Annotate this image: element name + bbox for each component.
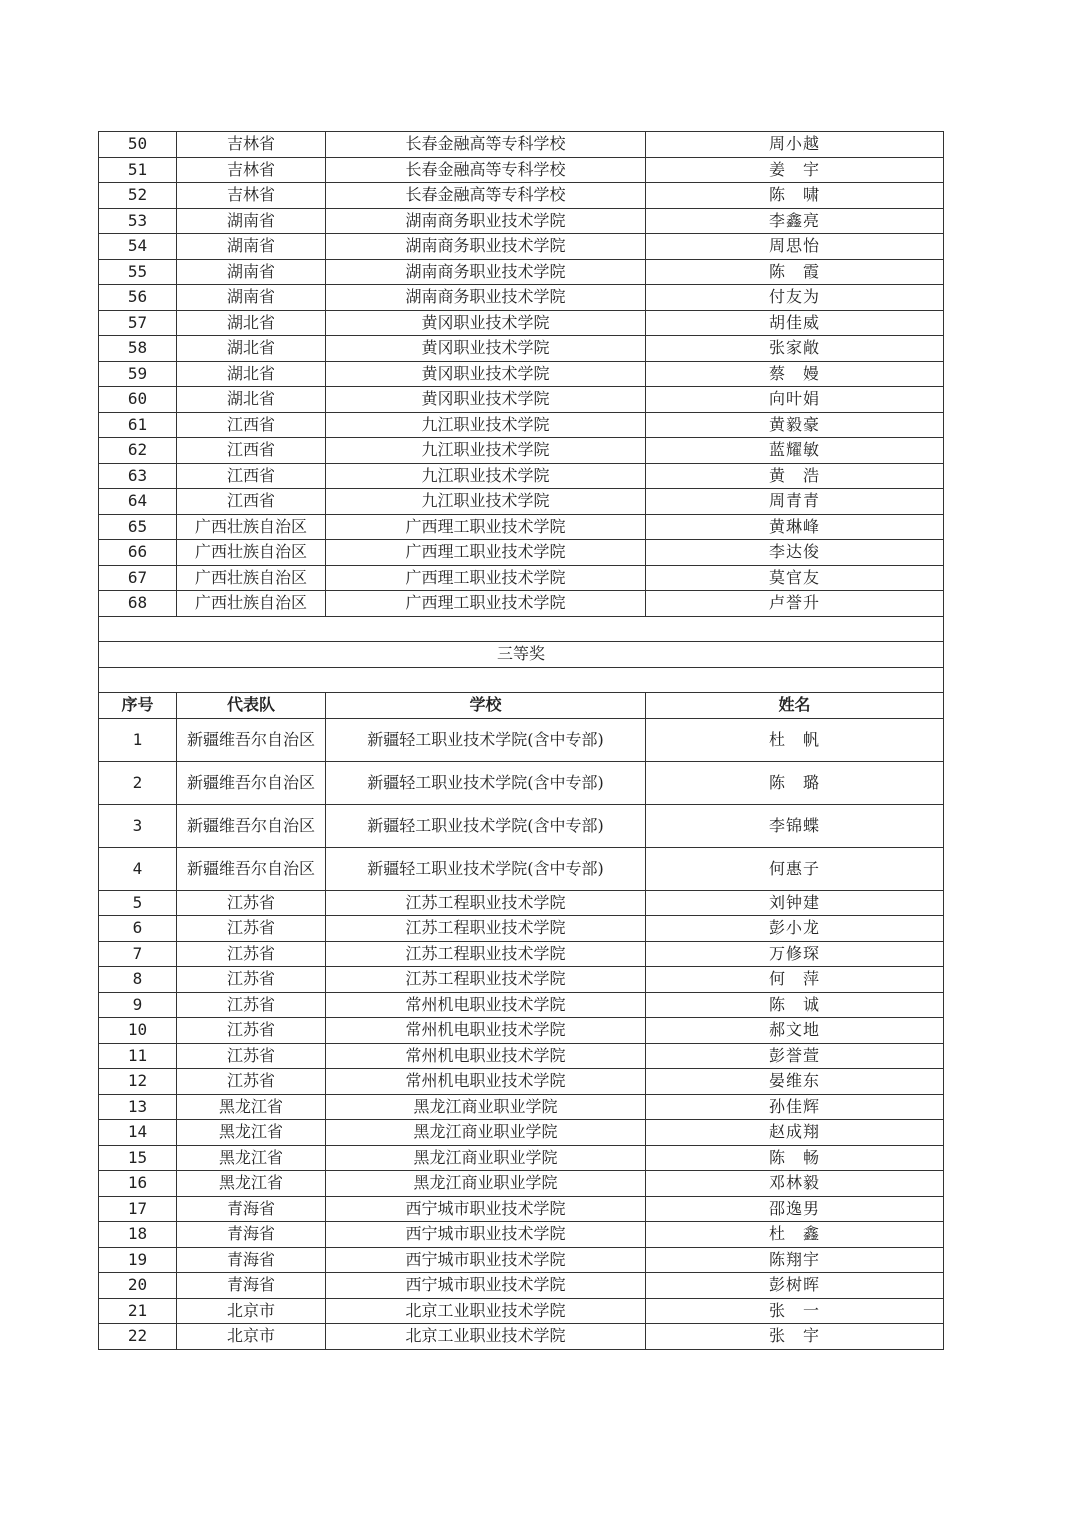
cell-index: 19 [99,1247,177,1273]
cell-team: 青海省 [177,1247,326,1273]
cell-team: 青海省 [177,1196,326,1222]
table-row [99,967,944,993]
table-row [99,412,944,438]
cell-team: 江苏省 [177,967,326,993]
cell-index: 51 [99,157,177,183]
table-row [99,1222,944,1248]
cell-team: 湖南省 [177,259,326,285]
cell-school: 广西理工职业技术学院 [326,565,646,591]
cell-index: 56 [99,285,177,311]
table-row [99,285,944,311]
cell-school: 北京工业职业技术学院 [326,1298,646,1324]
cell-index: 9 [99,992,177,1018]
cell-team: 黑龙江省 [177,1094,326,1120]
cell-index: 6 [99,916,177,942]
table-row [99,157,944,183]
cell-name: 李达俊 [646,540,944,566]
cell-name: 黄毅豪 [646,412,944,438]
cell-index: 18 [99,1222,177,1248]
cell-team: 青海省 [177,1222,326,1248]
header-name: 姓名 [646,693,944,719]
cell-index: 13 [99,1094,177,1120]
cell-name: 李锦蝶 [646,804,944,847]
table-row [99,591,944,617]
table-row [99,761,944,804]
cell-school: 江苏工程职业技术学院 [326,941,646,967]
cell-name: 孙佳辉 [646,1094,944,1120]
cell-index: 66 [99,540,177,566]
table-row [99,132,944,158]
cell-index: 61 [99,412,177,438]
cell-name: 张 一 [646,1298,944,1324]
table-row [99,310,944,336]
cell-name: 彭小龙 [646,916,944,942]
cell-name: 何 萍 [646,967,944,993]
cell-index: 15 [99,1145,177,1171]
cell-index: 21 [99,1298,177,1324]
cell-name: 胡佳威 [646,310,944,336]
cell-school: 江苏工程职业技术学院 [326,916,646,942]
cell-team: 新疆维吾尔自治区 [177,847,326,890]
cell-school: 黑龙江商业职业学院 [326,1120,646,1146]
cell-school: 常州机电职业技术学院 [326,1069,646,1095]
table-row [99,208,944,234]
cell-school: 黄冈职业技术学院 [326,310,646,336]
cell-school: 西宁城市职业技术学院 [326,1222,646,1248]
cell-name: 刘钟建 [646,890,944,916]
cell-index: 63 [99,463,177,489]
cell-school: 常州机电职业技术学院 [326,1043,646,1069]
cell-school: 北京工业职业技术学院 [326,1324,646,1350]
cell-school: 九江职业技术学院 [326,412,646,438]
cell-index: 59 [99,361,177,387]
table-row [99,489,944,515]
cell-index: 12 [99,1069,177,1095]
cell-index: 62 [99,438,177,464]
cell-team: 湖北省 [177,310,326,336]
cell-school: 黑龙江商业职业学院 [326,1094,646,1120]
header-team: 代表队 [177,693,326,719]
table-row [99,718,944,761]
cell-index: 16 [99,1171,177,1197]
cell-name: 郝文地 [646,1018,944,1044]
table-row [99,1018,944,1044]
cell-school: 广西理工职业技术学院 [326,540,646,566]
table-row [99,1069,944,1095]
cell-team: 江苏省 [177,1043,326,1069]
cell-team: 新疆维吾尔自治区 [177,718,326,761]
table-row [99,1324,944,1350]
cell-team: 江西省 [177,463,326,489]
cell-index: 5 [99,890,177,916]
cell-school: 广西理工职业技术学院 [326,591,646,617]
cell-team: 新疆维吾尔自治区 [177,804,326,847]
table-row [99,1273,944,1299]
cell-team: 广西壮族自治区 [177,591,326,617]
table-row [99,941,944,967]
table-row [99,1145,944,1171]
cell-name: 黄 浩 [646,463,944,489]
cell-name: 姜 宇 [646,157,944,183]
cell-team: 江苏省 [177,890,326,916]
cell-school: 西宁城市职业技术学院 [326,1247,646,1273]
table-row [99,1120,944,1146]
table-row [99,259,944,285]
cell-team: 新疆维吾尔自治区 [177,761,326,804]
cell-name: 陈 诚 [646,992,944,1018]
cell-school: 九江职业技术学院 [326,489,646,515]
cell-index: 22 [99,1324,177,1350]
cell-school: 黑龙江商业职业学院 [326,1145,646,1171]
cell-name: 彭树晖 [646,1273,944,1299]
cell-name: 莫官友 [646,565,944,591]
cell-index: 57 [99,310,177,336]
cell-name: 晏维东 [646,1069,944,1095]
cell-index: 67 [99,565,177,591]
cell-index: 60 [99,387,177,413]
table-row [99,1247,944,1273]
table-row [99,438,944,464]
cell-index: 17 [99,1196,177,1222]
table-row [99,234,944,260]
header-school: 学校 [326,693,646,719]
third-prize-rows [99,718,944,1349]
cell-team: 广西壮族自治区 [177,514,326,540]
cell-index: 52 [99,183,177,209]
cell-index: 2 [99,761,177,804]
cell-school: 新疆轻工职业技术学院(含中专部) [326,718,646,761]
award-table [98,131,944,1350]
table-row [99,992,944,1018]
table-row [99,804,944,847]
cell-school: 长春金融高等专科学校 [326,183,646,209]
cell-team: 吉林省 [177,157,326,183]
cell-school: 江苏工程职业技术学院 [326,890,646,916]
cell-school: 黄冈职业技术学院 [326,387,646,413]
table-row [99,361,944,387]
previous-prize-rows [99,132,944,617]
cell-name: 赵成翔 [646,1120,944,1146]
cell-school: 湖南商务职业技术学院 [326,208,646,234]
cell-team: 黑龙江省 [177,1171,326,1197]
cell-school: 九江职业技术学院 [326,438,646,464]
cell-school: 新疆轻工职业技术学院(含中专部) [326,847,646,890]
table-row [99,1298,944,1324]
cell-school: 湖南商务职业技术学院 [326,234,646,260]
blank-row [99,616,944,642]
cell-team: 江苏省 [177,992,326,1018]
cell-name: 陈 璐 [646,761,944,804]
cell-index: 1 [99,718,177,761]
cell-team: 江西省 [177,489,326,515]
cell-team: 湖北省 [177,336,326,362]
cell-school: 西宁城市职业技术学院 [326,1196,646,1222]
table-row [99,1171,944,1197]
cell-name: 黄琳峰 [646,514,944,540]
cell-school: 黑龙江商业职业学院 [326,1171,646,1197]
cell-school: 常州机电职业技术学院 [326,1018,646,1044]
cell-school: 新疆轻工职业技术学院(含中专部) [326,761,646,804]
table-row [99,514,944,540]
section-header [99,616,944,718]
cell-index: 10 [99,1018,177,1044]
cell-team: 湖南省 [177,208,326,234]
cell-name: 周小越 [646,132,944,158]
cell-team: 广西壮族自治区 [177,565,326,591]
cell-name: 周思怡 [646,234,944,260]
cell-team: 吉林省 [177,132,326,158]
cell-index: 53 [99,208,177,234]
cell-index: 4 [99,847,177,890]
table-row [99,463,944,489]
cell-team: 江苏省 [177,1018,326,1044]
cell-school: 长春金融高等专科学校 [326,132,646,158]
cell-name: 邵逸男 [646,1196,944,1222]
cell-team: 黑龙江省 [177,1145,326,1171]
cell-team: 江西省 [177,412,326,438]
cell-team: 湖南省 [177,234,326,260]
cell-name: 张家敞 [646,336,944,362]
cell-name: 付友为 [646,285,944,311]
cell-school: 湖南商务职业技术学院 [326,259,646,285]
cell-school: 新疆轻工职业技术学院(含中专部) [326,804,646,847]
cell-name: 向叶娟 [646,387,944,413]
cell-school: 黄冈职业技术学院 [326,361,646,387]
cell-index: 14 [99,1120,177,1146]
cell-index: 64 [99,489,177,515]
cell-team: 江西省 [177,438,326,464]
cell-name: 万修琛 [646,941,944,967]
table-row [99,1043,944,1069]
cell-index: 65 [99,514,177,540]
cell-team: 江苏省 [177,916,326,942]
cell-index: 7 [99,941,177,967]
cell-index: 11 [99,1043,177,1069]
header-index: 序号 [99,693,177,719]
cell-team: 黑龙江省 [177,1120,326,1146]
blank-row [99,667,944,693]
cell-name: 周青青 [646,489,944,515]
cell-name: 何惠子 [646,847,944,890]
table-row [99,916,944,942]
cell-team: 江苏省 [177,941,326,967]
cell-team: 北京市 [177,1298,326,1324]
cell-name: 张 宇 [646,1324,944,1350]
cell-school: 黄冈职业技术学院 [326,336,646,362]
cell-school: 湖南商务职业技术学院 [326,285,646,311]
cell-name: 彭誉萱 [646,1043,944,1069]
cell-school: 广西理工职业技术学院 [326,514,646,540]
cell-name: 蔡 嫚 [646,361,944,387]
table-row [99,890,944,916]
cell-name: 陈 霞 [646,259,944,285]
table-row [99,847,944,890]
section-title: 三等奖 [99,642,944,668]
table-row [99,387,944,413]
table-row [99,1196,944,1222]
cell-team: 江苏省 [177,1069,326,1095]
cell-index: 55 [99,259,177,285]
cell-name: 李鑫亮 [646,208,944,234]
cell-school: 长春金融高等专科学校 [326,157,646,183]
cell-school: 江苏工程职业技术学院 [326,967,646,993]
cell-name: 陈 啸 [646,183,944,209]
table-row [99,336,944,362]
cell-team: 吉林省 [177,183,326,209]
cell-name: 杜 帆 [646,718,944,761]
cell-school: 九江职业技术学院 [326,463,646,489]
column-header-row [99,693,944,719]
cell-school: 西宁城市职业技术学院 [326,1273,646,1299]
section-title-row [99,642,944,668]
cell-index: 54 [99,234,177,260]
table-row [99,183,944,209]
cell-team: 湖北省 [177,387,326,413]
cell-team: 湖南省 [177,285,326,311]
cell-team: 北京市 [177,1324,326,1350]
cell-index: 68 [99,591,177,617]
cell-name: 蓝耀敏 [646,438,944,464]
table-row [99,565,944,591]
cell-school: 常州机电职业技术学院 [326,992,646,1018]
cell-index: 8 [99,967,177,993]
cell-index: 50 [99,132,177,158]
cell-team: 青海省 [177,1273,326,1299]
cell-name: 陈翔宇 [646,1247,944,1273]
cell-name: 陈 畅 [646,1145,944,1171]
cell-name: 杜 鑫 [646,1222,944,1248]
cell-index: 3 [99,804,177,847]
table-row [99,1094,944,1120]
cell-team: 湖北省 [177,361,326,387]
cell-name: 卢誉升 [646,591,944,617]
cell-team: 广西壮族自治区 [177,540,326,566]
table-row [99,540,944,566]
cell-index: 20 [99,1273,177,1299]
cell-index: 58 [99,336,177,362]
cell-name: 邓林毅 [646,1171,944,1197]
